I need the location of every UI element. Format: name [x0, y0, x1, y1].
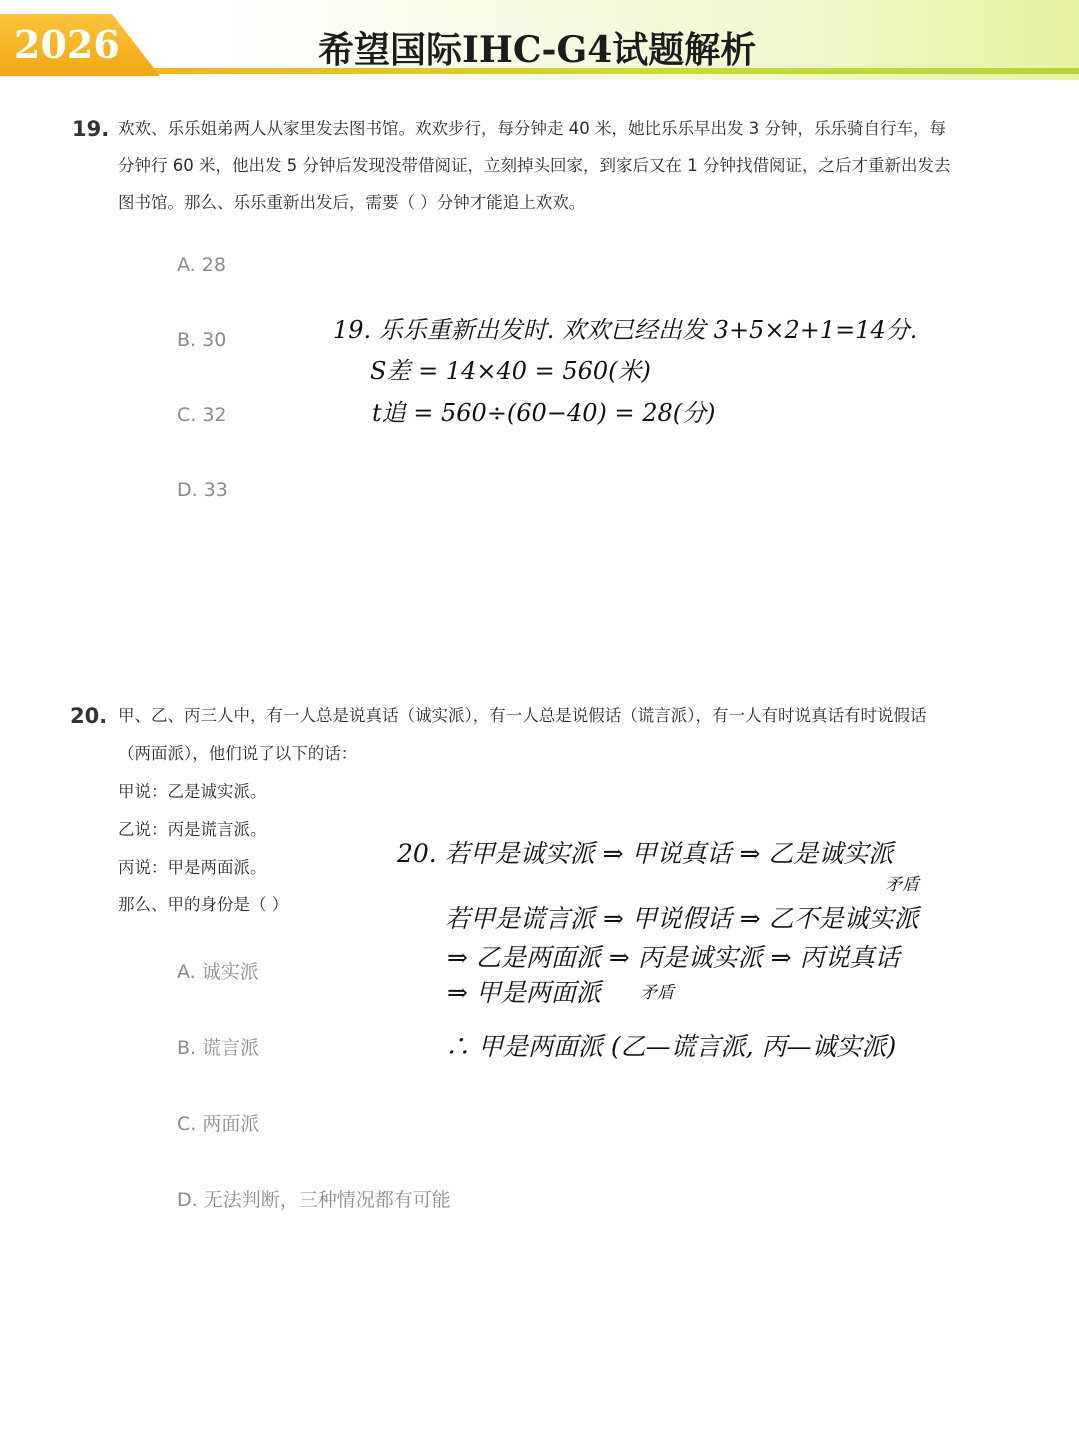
question-19-text-line-2: 分钟行 60 米，他出发 5 分钟后发现没带借阅证，立刻掉头回家，到家后又在 1 分钟找借阅证，之后才重新出发去 [118, 156, 951, 175]
question-20-handwritten-note-1: 矛盾 [885, 875, 919, 895]
question-20-number: 20. [70, 704, 108, 728]
question-19-option-c[interactable]: C. 32 [177, 404, 227, 426]
question-19-number: 19. [72, 117, 110, 141]
question-20-handwritten-line-4: ⇒ 甲是两面派 [447, 978, 601, 1007]
question-20-text-line-1: 甲、乙、丙三人中，有一人总是说真话（诚实派），有一人总是说假话（谎言派），有一人有时说真话有时说假话 [118, 706, 927, 725]
question-20-text-line-2: （两面派），他们说了以下的话： [118, 744, 358, 763]
question-19-option-a[interactable]: A. 28 [177, 254, 226, 276]
question-20-handwritten-line-1: 20. 若甲是诚实派 ⇒ 甲说真话 ⇒ 乙是诚实派 [397, 839, 894, 868]
question-20-statement-bing: 丙说：甲是两面派。 [118, 858, 267, 877]
question-20-option-a[interactable]: A. 诚实派 [177, 961, 259, 983]
question-19-handwritten-line-3: t追 = 560÷(60−40) = 28(分) [372, 399, 716, 427]
question-19-text-line-3: 图书馆。那么、乐乐重新出发后，需要（ ）分钟才能追上欢欢。 [118, 193, 586, 212]
question-19-handwritten-line-1: 19. 乐乐重新出发时. 欢欢已经出发 3+5×2+1=14分. [333, 316, 918, 344]
question-20-option-b[interactable]: B. 谎言派 [177, 1037, 260, 1059]
question-20-question: 那么、甲的身份是（ ） [118, 895, 289, 914]
question-20-statement-yi: 乙说：丙是谎言派。 [118, 820, 267, 839]
question-20-handwritten-line-3: ⇒ 乙是两面派 ⇒ 丙是诚实派 ⇒ 丙说真话 [447, 943, 900, 972]
question-20-handwritten-conclusion: ∴ 甲是两面派 (乙—谎言派, 丙—诚实派) [445, 1032, 897, 1061]
page-title: 希望国际IHC-G4试题解析 [318, 29, 757, 71]
question-19-text-line-1: 欢欢、乐乐姐弟两人从家里发去图书馆。欢欢步行，每分钟走 40 米，她比乐乐早出发 3 分钟，乐乐骑自行车，每 [118, 119, 946, 138]
question-19-handwritten-line-2: S差 = 14×40 = 560(米) [370, 357, 651, 385]
question-20-handwritten-line-2: 若甲是谎言派 ⇒ 甲说假话 ⇒ 乙不是诚实派 [445, 904, 919, 933]
year-label: 2026 [14, 22, 120, 67]
question-20-option-d[interactable]: D. 无法判断，三种情况都有可能 [177, 1189, 451, 1211]
question-20-option-c[interactable]: C. 两面派 [177, 1113, 260, 1135]
question-19-option-d[interactable]: D. 33 [177, 479, 228, 501]
question-19-option-b[interactable]: B. 30 [177, 329, 227, 351]
question-20-handwritten-note-2: 矛盾 [640, 983, 674, 1003]
question-20-statement-jia: 甲说：乙是诚实派。 [118, 782, 267, 801]
